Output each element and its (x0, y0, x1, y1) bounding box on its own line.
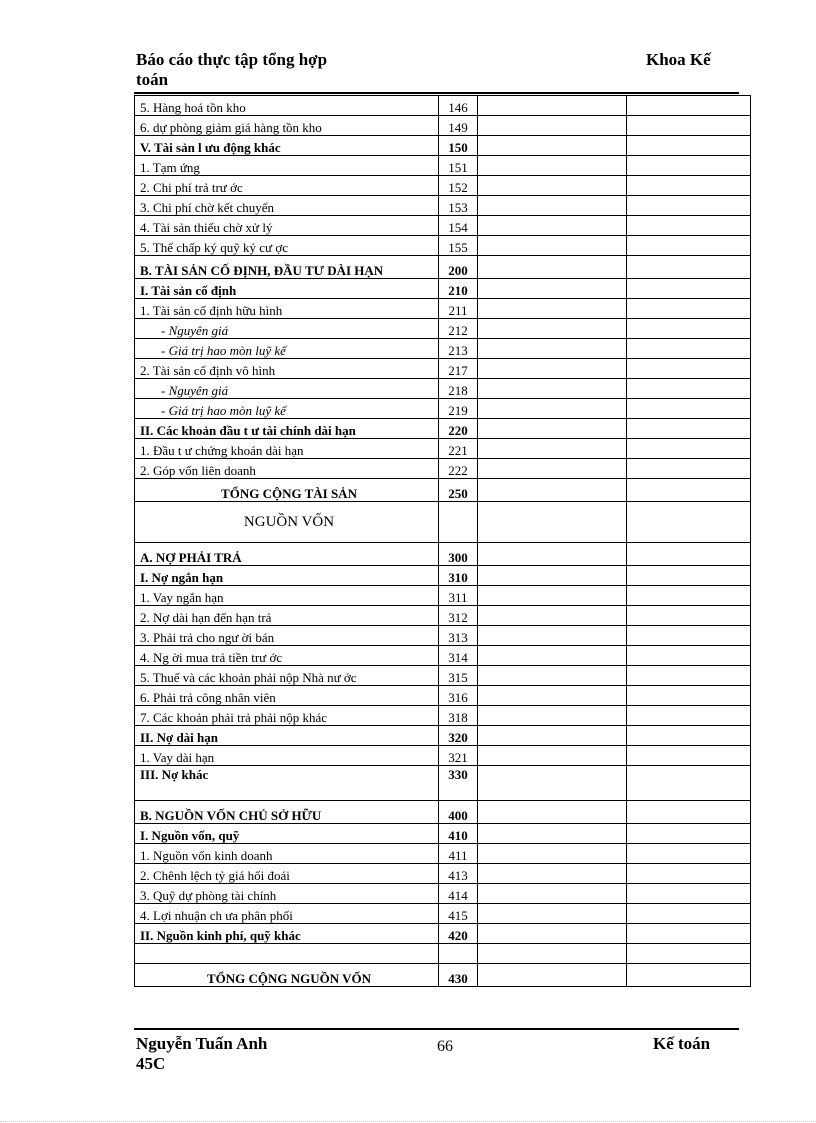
row-label: 3. Phải trả cho ngư ời bán (135, 626, 439, 646)
header-title-continued: toán (136, 70, 169, 89)
row-value-end (627, 459, 751, 479)
row-value-end (627, 824, 751, 844)
row-value-start (478, 824, 627, 844)
row-code: 313 (439, 626, 478, 646)
row-label: II. Nguồn kinh phí, quỹ khác (135, 924, 439, 944)
row-value-end (627, 706, 751, 726)
row-code: 314 (439, 646, 478, 666)
row-label: 2. Chênh lệch tỷ giá hối đoái (135, 864, 439, 884)
header-divider (134, 92, 739, 94)
table-row (135, 924, 751, 944)
table-row (135, 399, 751, 419)
row-value-end (627, 864, 751, 884)
table-row (135, 686, 751, 706)
row-code: 311 (439, 586, 478, 606)
row-label: B. NGUỒN VỐN CHỦ SỞ HỮU (135, 801, 439, 824)
row-value-start (478, 646, 627, 666)
row-code: 152 (439, 176, 478, 196)
row-label: 1. Tài sản cố định hữu hình (135, 299, 439, 319)
row-value-start (478, 964, 627, 987)
footer-author (136, 1034, 267, 1074)
row-value-end (627, 964, 751, 987)
row-label: - Nguyên giá (135, 319, 439, 339)
table-row (135, 766, 751, 801)
page-number: 66 (437, 1038, 453, 1055)
table-row (135, 176, 751, 196)
row-label: 2. Chi phí trả trư ớc (135, 176, 439, 196)
row-code: 155 (439, 236, 478, 256)
table-row (135, 666, 751, 686)
row-code: 413 (439, 864, 478, 884)
row-value-end (627, 196, 751, 216)
table-row (135, 864, 751, 884)
table-row (135, 904, 751, 924)
row-code: 321 (439, 746, 478, 766)
row-value-start (478, 924, 627, 944)
row-label: 3. Quỹ dự phòng tài chính (135, 884, 439, 904)
row-label: 1. Nguồn vốn kinh doanh (135, 844, 439, 864)
header-title: Báo cáo thực tập tổng hợp (136, 50, 328, 69)
table-row (135, 156, 751, 176)
table-row (135, 359, 751, 379)
table-row (135, 256, 751, 279)
row-code: 415 (439, 904, 478, 924)
row-code: 149 (439, 116, 478, 136)
row-label: - Giá trị hao mòn luỹ kế (135, 339, 439, 359)
row-value-start (478, 339, 627, 359)
row-label: 6. dự phòng giảm giá hàng tồn kho (135, 116, 439, 136)
table-row (135, 626, 751, 646)
row-code: 221 (439, 439, 478, 459)
row-value-end (627, 379, 751, 399)
footer-major: Kế toán (653, 1034, 711, 1053)
table-row (135, 419, 751, 439)
row-label: 5. Hàng hoá tồn kho (135, 96, 439, 116)
table-row (135, 706, 751, 726)
header-left (136, 50, 396, 90)
table-row (135, 339, 751, 359)
table-row (135, 96, 751, 116)
row-value-end (627, 176, 751, 196)
table-row (135, 196, 751, 216)
row-value-start (478, 666, 627, 686)
table-row (135, 964, 751, 987)
row-code: 316 (439, 686, 478, 706)
row-value-start (478, 116, 627, 136)
table-row (135, 439, 751, 459)
row-label: I. Nợ ngắn hạn (135, 566, 439, 586)
row-code: 218 (439, 379, 478, 399)
row-label: 6. Phải trả công nhân viên (135, 686, 439, 706)
row-value-end (627, 626, 751, 646)
row-label: 2. Tài sản cố định vô hình (135, 359, 439, 379)
table-row (135, 116, 751, 136)
row-code: 210 (439, 279, 478, 299)
row-code: 312 (439, 606, 478, 626)
row-label: - Giá trị hao mòn luỹ kế (135, 399, 439, 419)
table-row (135, 379, 751, 399)
row-label: 3. Chi phí chờ kết chuyển (135, 196, 439, 216)
row-label: TỔNG CỘNG NGUỒN VỐN (135, 964, 439, 987)
row-value-end (627, 884, 751, 904)
footer-divider (134, 1028, 739, 1030)
table-row (135, 543, 751, 566)
row-value-start (478, 216, 627, 236)
row-value-start (478, 419, 627, 439)
row-value-start (478, 543, 627, 566)
row-code: 411 (439, 844, 478, 864)
row-value-end (627, 339, 751, 359)
row-label: 1. Đầu t ư chứng khoán dài hạn (135, 439, 439, 459)
balance-sheet-body (135, 96, 751, 987)
row-value-end (627, 116, 751, 136)
row-code: 151 (439, 156, 478, 176)
row-value-start (478, 479, 627, 502)
row-value-start (478, 176, 627, 196)
footer-author-class: 45C (136, 1054, 166, 1073)
row-value-end (627, 566, 751, 586)
row-code: 220 (439, 419, 478, 439)
row-code: 154 (439, 216, 478, 236)
row-label (135, 944, 439, 964)
row-value-end (627, 299, 751, 319)
row-label: 1. Vay ngắn hạn (135, 586, 439, 606)
row-code: 300 (439, 543, 478, 566)
row-value-end (627, 646, 751, 666)
row-value-start (478, 706, 627, 726)
row-value-end (627, 726, 751, 746)
row-label: V. Tài sản l ưu động khác (135, 136, 439, 156)
row-value-end (627, 801, 751, 824)
row-code: 219 (439, 399, 478, 419)
row-code: 211 (439, 299, 478, 319)
row-value-start (478, 864, 627, 884)
row-value-end (627, 236, 751, 256)
row-label: 4. Tài sản thiếu chờ xử lý (135, 216, 439, 236)
row-value-end (627, 96, 751, 116)
page-edge (0, 1121, 816, 1122)
row-label: - Nguyên giá (135, 379, 439, 399)
row-value-start (478, 766, 627, 801)
table-row (135, 459, 751, 479)
row-code: 250 (439, 479, 478, 502)
row-value-end (627, 136, 751, 156)
row-label: NGUỒN VỐN (135, 502, 439, 543)
row-code: 318 (439, 706, 478, 726)
table-row (135, 746, 751, 766)
table-row (135, 586, 751, 606)
table-row (135, 646, 751, 666)
row-value-start (478, 459, 627, 479)
table-row (135, 844, 751, 864)
row-value-start (478, 236, 627, 256)
table-row (135, 726, 751, 746)
row-code: 315 (439, 666, 478, 686)
row-value-end (627, 319, 751, 339)
table-row (135, 944, 751, 964)
row-code: 310 (439, 566, 478, 586)
row-value-start (478, 566, 627, 586)
row-code: 430 (439, 964, 478, 987)
row-value-end (627, 279, 751, 299)
row-value-start (478, 586, 627, 606)
header-department: Khoa Kế (646, 50, 711, 69)
row-value-start (478, 196, 627, 216)
row-value-start (478, 96, 627, 116)
row-value-end (627, 216, 751, 236)
row-label: 2. Góp vốn liên doanh (135, 459, 439, 479)
table-row (135, 479, 751, 502)
row-code (439, 502, 478, 543)
table-row (135, 216, 751, 236)
footer-author-name: Nguyễn Tuấn Anh (136, 1034, 268, 1053)
row-label: B. TÀI SẢN CỐ ĐỊNH, ĐẦU TƯ DÀI HẠN (135, 256, 439, 279)
row-code: 330 (439, 766, 478, 801)
table-row (135, 299, 751, 319)
row-value-end (627, 586, 751, 606)
row-value-start (478, 359, 627, 379)
row-value-start (478, 884, 627, 904)
row-value-start (478, 844, 627, 864)
row-value-start (478, 502, 627, 543)
row-value-end (627, 924, 751, 944)
table-row (135, 236, 751, 256)
row-value-end (627, 904, 751, 924)
row-value-end (627, 439, 751, 459)
row-value-end (627, 399, 751, 419)
row-code: 153 (439, 196, 478, 216)
row-label: I. Tài sản cố định (135, 279, 439, 299)
table-row (135, 502, 751, 543)
row-label: 4. Lợi nhuận ch ưa phân phối (135, 904, 439, 924)
row-label: II. Nợ dài hạn (135, 726, 439, 746)
balance-sheet-table (134, 95, 751, 987)
row-code: 217 (439, 359, 478, 379)
table-row (135, 606, 751, 626)
row-value-end (627, 502, 751, 543)
table-row (135, 884, 751, 904)
row-value-end (627, 944, 751, 964)
table-row (135, 319, 751, 339)
row-code: 414 (439, 884, 478, 904)
row-value-start (478, 299, 627, 319)
row-value-end (627, 746, 751, 766)
row-value-end (627, 479, 751, 502)
row-code: 410 (439, 824, 478, 844)
row-value-start (478, 379, 627, 399)
row-code: 222 (439, 459, 478, 479)
row-value-start (478, 136, 627, 156)
row-label: 1. Vay dài hạn (135, 746, 439, 766)
table-row (135, 136, 751, 156)
row-value-end (627, 606, 751, 626)
row-code: 150 (439, 136, 478, 156)
row-value-end (627, 419, 751, 439)
table-row (135, 824, 751, 844)
row-value-start (478, 904, 627, 924)
row-value-end (627, 543, 751, 566)
row-value-start (478, 726, 627, 746)
row-label: A. NỢ PHẢI TRẢ (135, 543, 439, 566)
row-value-start (478, 746, 627, 766)
row-code: 212 (439, 319, 478, 339)
row-label: 2. Nợ dài hạn đến hạn trả (135, 606, 439, 626)
row-value-end (627, 256, 751, 279)
table-row (135, 566, 751, 586)
row-value-end (627, 766, 751, 801)
row-value-start (478, 399, 627, 419)
row-label: 5. Thuế và các khoản phải nộp Nhà nư ớc (135, 666, 439, 686)
row-value-start (478, 439, 627, 459)
row-label: 5. Thế chấp ký quỹ ký cư ợc (135, 236, 439, 256)
row-code: 320 (439, 726, 478, 746)
table-row (135, 801, 751, 824)
row-label: TỔNG CỘNG TÀI SẢN (135, 479, 439, 502)
row-value-start (478, 319, 627, 339)
row-value-start (478, 686, 627, 706)
row-code: 420 (439, 924, 478, 944)
row-value-end (627, 156, 751, 176)
row-value-start (478, 801, 627, 824)
row-value-start (478, 156, 627, 176)
row-value-end (627, 666, 751, 686)
row-label: I. Nguồn vốn, quỹ (135, 824, 439, 844)
row-value-start (478, 626, 627, 646)
row-label: II. Các khoản đầu t ư tài chính dài hạn (135, 419, 439, 439)
row-value-start (478, 256, 627, 279)
row-code (439, 944, 478, 964)
row-value-end (627, 359, 751, 379)
table-row (135, 279, 751, 299)
row-value-end (627, 686, 751, 706)
row-value-start (478, 944, 627, 964)
row-value-start (478, 606, 627, 626)
row-code: 213 (439, 339, 478, 359)
row-value-end (627, 844, 751, 864)
row-code: 400 (439, 801, 478, 824)
row-code: 200 (439, 256, 478, 279)
row-label: 4. Ng ời mua trả tiền trư ớc (135, 646, 439, 666)
row-label: 1. Tạm ứng (135, 156, 439, 176)
row-value-start (478, 279, 627, 299)
row-label: III. Nợ khác (135, 766, 439, 801)
row-code: 146 (439, 96, 478, 116)
row-label: 7. Các khoản phải trả phải nộp khác (135, 706, 439, 726)
